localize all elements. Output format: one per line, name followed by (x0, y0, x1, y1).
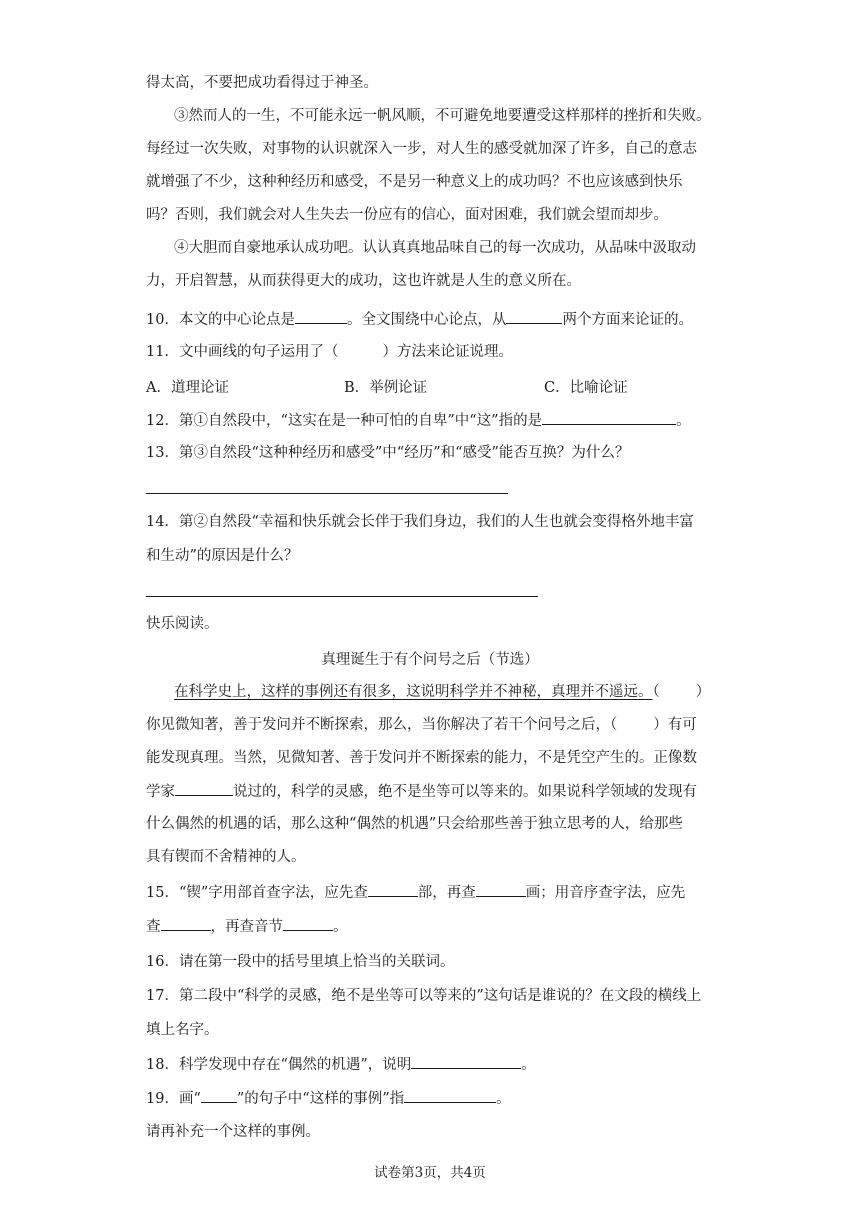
answer-line[interactable] (146, 596, 538, 597)
question-11: 11．文中画线的句子运用了（ ）方法来论证说理。 (146, 344, 513, 360)
passage2-line: 具有锲而不舍精神的人。 (146, 849, 306, 865)
passage-line: 就增强了不少，这种种经历和感受，不是另一种意义上的成功吗？不也应该感到快乐 (146, 174, 683, 190)
answer-blank[interactable] (404, 1088, 496, 1103)
passage-paragraph-4: ④大胆而自豪地承认成功吧。认认真真地品味自己的每一次成功，从品味中汲取动 (174, 240, 696, 256)
answer-blank[interactable] (161, 916, 211, 931)
question-13: 13．第③自然段“这种种经历和感受”中“经历”和“感受”能否互换？为什么？ (146, 445, 630, 461)
answer-blank[interactable] (411, 1054, 521, 1069)
question-14: 14．第②自然段“幸福和快乐就会长伴于我们身边，我们的人生也就会变得格外地丰富 (146, 514, 694, 530)
question-19-cont: 请再补充一个这样的事例。 (146, 1124, 320, 1140)
underline-sample (201, 1088, 237, 1103)
answer-line[interactable] (146, 493, 508, 494)
passage-paragraph-3: ③然而人的一生，不可能永远一帆风顺，不可避免地要遭受这样那样的挫折和失败。 (174, 108, 711, 124)
option-b[interactable]: B．举例论证 (344, 380, 428, 396)
question-15: 15．“锲”字用部首查字法，应先查 部，再查 画；用音序查字法，应先 (146, 882, 685, 903)
passage-line: 吗？否则，我们就会对人生失去一份应有的信心，面对困难，我们就会望而却步。 (146, 207, 668, 223)
passage-line: 力，开启智慧，从而获得更大的成功，这也许就是人生的意义所在。 (146, 273, 581, 289)
passage2-line: 什么偶然的机遇的话，那么这种“偶然的机遇”只会给那些善于独立思考的人，给那些 (146, 816, 683, 832)
answer-blank[interactable] (283, 916, 333, 931)
passage2-line: 能发现真理。当然，见微知著、善于发问并不断探索的能力，不是凭空产生的。正像数 (146, 750, 697, 766)
page-footer: 试卷第3页，共4页 (374, 1165, 486, 1181)
answer-blank[interactable] (175, 781, 233, 796)
answer-blank[interactable] (542, 410, 676, 425)
question-15-cont: 查 ，再查音节 。 (146, 916, 348, 937)
passage2-line: 在科学史上，这样的事例还有很多，这说明科学并不神秘，真理并不遥远。（ ） (174, 684, 711, 700)
passage-line: 得太高，不要把成功看得过于神圣。 (146, 75, 378, 91)
answer-blank[interactable] (506, 309, 562, 324)
question-17: 17．第二段中“科学的灵感，绝不是坐等可以等来的”这句话是谁说的？在文段的横线上 (146, 988, 702, 1004)
option-a[interactable]: A．道理论证 (146, 380, 229, 396)
passage2-line: 学家 说过的，科学的灵感，绝不是坐等可以等来的。如果说科学领域的发现有 (146, 781, 697, 802)
question-16: 16．请在第一段中的括号里填上恰当的关联词。 (146, 954, 455, 970)
question-19: 19．画“ ”的句子中“这样的事例”指 。 (146, 1088, 511, 1109)
question-10: 10．本文的中心论点是 。全文围绕中心论点，从 两个方面来论证的。 (146, 309, 693, 330)
underlined-sentence: 在科学史上，这样的事例还有很多，这说明科学并不神秘，真理并不遥远。 (174, 684, 653, 700)
answer-blank[interactable] (476, 882, 526, 897)
passage-line: 每经过一次失败，对事物的认识就深入一步，对人生的感受就加深了许多，自己的意志 (146, 141, 697, 157)
passage2-line: 你见微知著，善于发问并不断探索，那么，当你解决了若干个问号之后，（ ）有可 (146, 717, 697, 733)
question-17-cont: 填上名字。 (146, 1022, 219, 1038)
option-c[interactable]: C．比喻论证 (544, 380, 628, 396)
question-18: 18．科学发现中存在“偶然的机遇”，说明 。 (146, 1054, 536, 1075)
question-14-cont: 和生动”的原因是什么？ (146, 548, 299, 564)
section-intro: 快乐阅读。 (146, 616, 219, 632)
answer-blank[interactable] (295, 309, 347, 324)
answer-blank[interactable] (368, 882, 418, 897)
passage-title: 真理诞生于有个问号之后（节选） (321, 652, 539, 668)
question-12: 12．第①自然段中，“这实在是一种可怕的自卑”中“这”指的是 。 (146, 410, 691, 431)
